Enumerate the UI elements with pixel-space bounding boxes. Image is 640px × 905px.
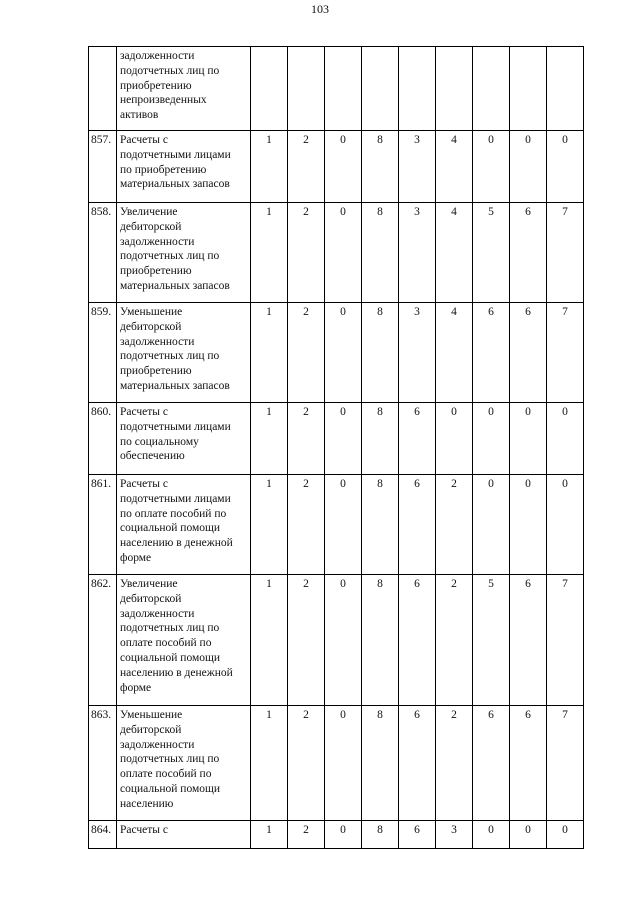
code-digit xyxy=(362,47,399,131)
code-digit: 7 xyxy=(547,575,584,706)
account-name xyxy=(117,303,251,403)
code-digit xyxy=(325,47,362,131)
code-digit: 8 xyxy=(362,403,399,475)
code-digit: 1 xyxy=(251,203,288,303)
table-row xyxy=(89,47,584,131)
account-name-line: приобретению xyxy=(120,365,192,378)
account-name-line: оплате пособий по xyxy=(120,637,212,650)
code-digit: 0 xyxy=(325,706,362,821)
code-digit: 2 xyxy=(288,475,325,575)
code-digit: 0 xyxy=(473,131,510,203)
code-digit: 0 xyxy=(325,575,362,706)
account-name-line: дебиторской xyxy=(120,320,182,333)
account-name-line: непроизведенных xyxy=(120,94,207,107)
code-digit xyxy=(399,47,436,131)
code-digit: 6 xyxy=(510,303,547,403)
table-row xyxy=(89,821,584,849)
table-row xyxy=(89,131,584,203)
account-name-line: социальной помощи xyxy=(120,782,221,795)
account-name-line: подотчетных лиц по xyxy=(120,250,220,263)
code-digit xyxy=(510,47,547,131)
table-row xyxy=(89,403,584,475)
account-name-line: подотчетных лиц по xyxy=(120,622,220,635)
code-digit: 0 xyxy=(325,203,362,303)
code-digit: 6 xyxy=(399,575,436,706)
row-number xyxy=(89,47,117,131)
code-digit: 4 xyxy=(436,203,473,303)
code-digit: 0 xyxy=(547,475,584,575)
account-name-line: Расчеты с xyxy=(120,406,168,418)
account-name-line: активов xyxy=(120,109,159,122)
code-digit: 0 xyxy=(510,821,547,849)
code-digit: 5 xyxy=(473,203,510,303)
code-digit: 0 xyxy=(547,403,584,475)
code-digit: 0 xyxy=(473,821,510,849)
account-name-line: материальных запасов xyxy=(120,279,230,292)
code-digit: 6 xyxy=(510,706,547,821)
account-name-line: населению в денежной xyxy=(120,537,233,550)
code-digit: 2 xyxy=(288,575,325,706)
code-digit: 2 xyxy=(288,303,325,403)
account-name-line: дебиторской xyxy=(120,592,182,605)
account-name-line: Увеличение xyxy=(120,578,178,590)
account-name-line: социальной помощи xyxy=(120,522,221,535)
code-digit: 1 xyxy=(251,475,288,575)
code-digit: 8 xyxy=(362,131,399,203)
account-name-line: Расчеты с xyxy=(120,824,168,836)
account-name xyxy=(117,47,251,131)
account-name-line: задолженности xyxy=(120,607,195,620)
code-digit xyxy=(473,47,510,131)
account-name-line: Увеличение xyxy=(120,206,178,218)
code-digit: 3 xyxy=(436,821,473,849)
code-digit: 6 xyxy=(510,575,547,706)
code-digit: 2 xyxy=(288,706,325,821)
code-digit: 0 xyxy=(473,475,510,575)
table-row xyxy=(89,303,584,403)
code-digit: 3 xyxy=(399,203,436,303)
code-digit: 6 xyxy=(399,821,436,849)
code-digit: 3 xyxy=(399,131,436,203)
code-digit: 8 xyxy=(362,203,399,303)
account-name-line: задолженности xyxy=(120,738,195,751)
account-name-line: дебиторской xyxy=(120,723,182,736)
account-name-line: материальных запасов xyxy=(120,379,230,392)
code-digit: 2 xyxy=(288,403,325,475)
code-digit: 0 xyxy=(325,475,362,575)
code-digit: 2 xyxy=(436,706,473,821)
code-digit: 6 xyxy=(510,203,547,303)
code-digit: 6 xyxy=(399,706,436,821)
account-name-line: по оплате пособий по xyxy=(120,507,227,520)
account-name-line: форме xyxy=(120,681,152,694)
table-row xyxy=(89,575,584,706)
account-codes-table xyxy=(88,46,584,849)
code-digit: 4 xyxy=(436,303,473,403)
code-digit: 3 xyxy=(399,303,436,403)
code-digit: 0 xyxy=(510,475,547,575)
code-digit: 5 xyxy=(473,575,510,706)
account-name-line: населению в денежной xyxy=(120,666,233,679)
code-digit: 7 xyxy=(547,303,584,403)
code-digit: 8 xyxy=(362,303,399,403)
code-digit: 8 xyxy=(362,821,399,849)
row-number: 861. xyxy=(89,475,117,575)
code-digit: 1 xyxy=(251,575,288,706)
code-digit: 7 xyxy=(547,706,584,821)
account-name xyxy=(117,575,251,706)
code-digit: 1 xyxy=(251,403,288,475)
account-name-line: социальной помощи xyxy=(120,651,221,664)
code-digit: 8 xyxy=(362,475,399,575)
code-digit: 6 xyxy=(473,303,510,403)
code-digit: 6 xyxy=(473,706,510,821)
account-name-line: задолженности xyxy=(120,235,195,248)
account-name-line: приобретению xyxy=(120,265,192,278)
account-name-line: обеспечению xyxy=(120,450,185,463)
account-name xyxy=(117,706,251,821)
code-digit: 0 xyxy=(325,403,362,475)
page-number: 103 xyxy=(311,2,329,16)
account-name xyxy=(117,403,251,475)
account-name-line: подотчетными лицами xyxy=(120,148,231,161)
code-digit: 8 xyxy=(362,575,399,706)
row-number: 862. xyxy=(89,575,117,706)
account-name xyxy=(117,203,251,303)
row-number: 857. xyxy=(89,131,117,203)
row-number: 859. xyxy=(89,303,117,403)
account-name-line: Уменьшение xyxy=(120,709,183,721)
account-name-line: подотчетных лиц по xyxy=(120,753,220,766)
code-digit: 6 xyxy=(399,475,436,575)
code-digit: 0 xyxy=(325,131,362,203)
row-number: 863. xyxy=(89,706,117,821)
code-digit: 0 xyxy=(325,303,362,403)
account-name-line: населению xyxy=(120,797,174,810)
account-name-line: Уменьшение xyxy=(120,306,183,318)
code-digit xyxy=(251,47,288,131)
code-digit xyxy=(288,47,325,131)
code-digit: 0 xyxy=(510,131,547,203)
code-digit: 0 xyxy=(547,821,584,849)
account-name xyxy=(117,821,251,849)
account-name-line: задолженности xyxy=(120,335,195,348)
code-digit xyxy=(436,47,473,131)
row-number: 858. xyxy=(89,203,117,303)
account-name-line: задолженности xyxy=(120,50,195,62)
code-digit: 0 xyxy=(473,403,510,475)
row-number: 860. xyxy=(89,403,117,475)
code-digit: 2 xyxy=(436,575,473,706)
account-name xyxy=(117,475,251,575)
table-row xyxy=(89,706,584,821)
account-name-line: дебиторской xyxy=(120,220,182,233)
table-row xyxy=(89,203,584,303)
code-digit: 2 xyxy=(288,131,325,203)
account-name-line: по приобретению xyxy=(120,163,207,176)
account-name xyxy=(117,131,251,203)
account-name-line: по социальному xyxy=(120,435,199,448)
account-name-line: Расчеты с xyxy=(120,134,168,146)
table-row xyxy=(89,475,584,575)
code-digit: 2 xyxy=(436,475,473,575)
code-digit xyxy=(547,47,584,131)
code-digit: 2 xyxy=(288,203,325,303)
code-digit: 7 xyxy=(547,203,584,303)
code-digit: 1 xyxy=(251,706,288,821)
account-name-line: подотчетными лицами xyxy=(120,420,231,433)
code-digit: 0 xyxy=(547,131,584,203)
account-name-line: Расчеты с xyxy=(120,478,168,490)
account-name-line: подотчетных лиц по xyxy=(120,350,220,363)
account-name-line: подотчетных лиц по xyxy=(120,64,220,77)
code-digit: 1 xyxy=(251,821,288,849)
code-digit: 1 xyxy=(251,303,288,403)
table-body xyxy=(89,47,584,849)
row-number: 864. xyxy=(89,821,117,849)
code-digit: 2 xyxy=(288,821,325,849)
code-digit: 0 xyxy=(436,403,473,475)
account-name-line: оплате пособий по xyxy=(120,768,212,781)
code-digit: 1 xyxy=(251,131,288,203)
account-name-line: подотчетными лицами xyxy=(120,492,231,505)
code-digit: 8 xyxy=(362,706,399,821)
code-digit: 4 xyxy=(436,131,473,203)
code-digit: 6 xyxy=(399,403,436,475)
account-name-line: приобретению xyxy=(120,79,192,92)
code-digit: 0 xyxy=(325,821,362,849)
account-name-line: материальных запасов xyxy=(120,178,230,191)
code-digit: 0 xyxy=(510,403,547,475)
account-name-line: форме xyxy=(120,551,152,564)
